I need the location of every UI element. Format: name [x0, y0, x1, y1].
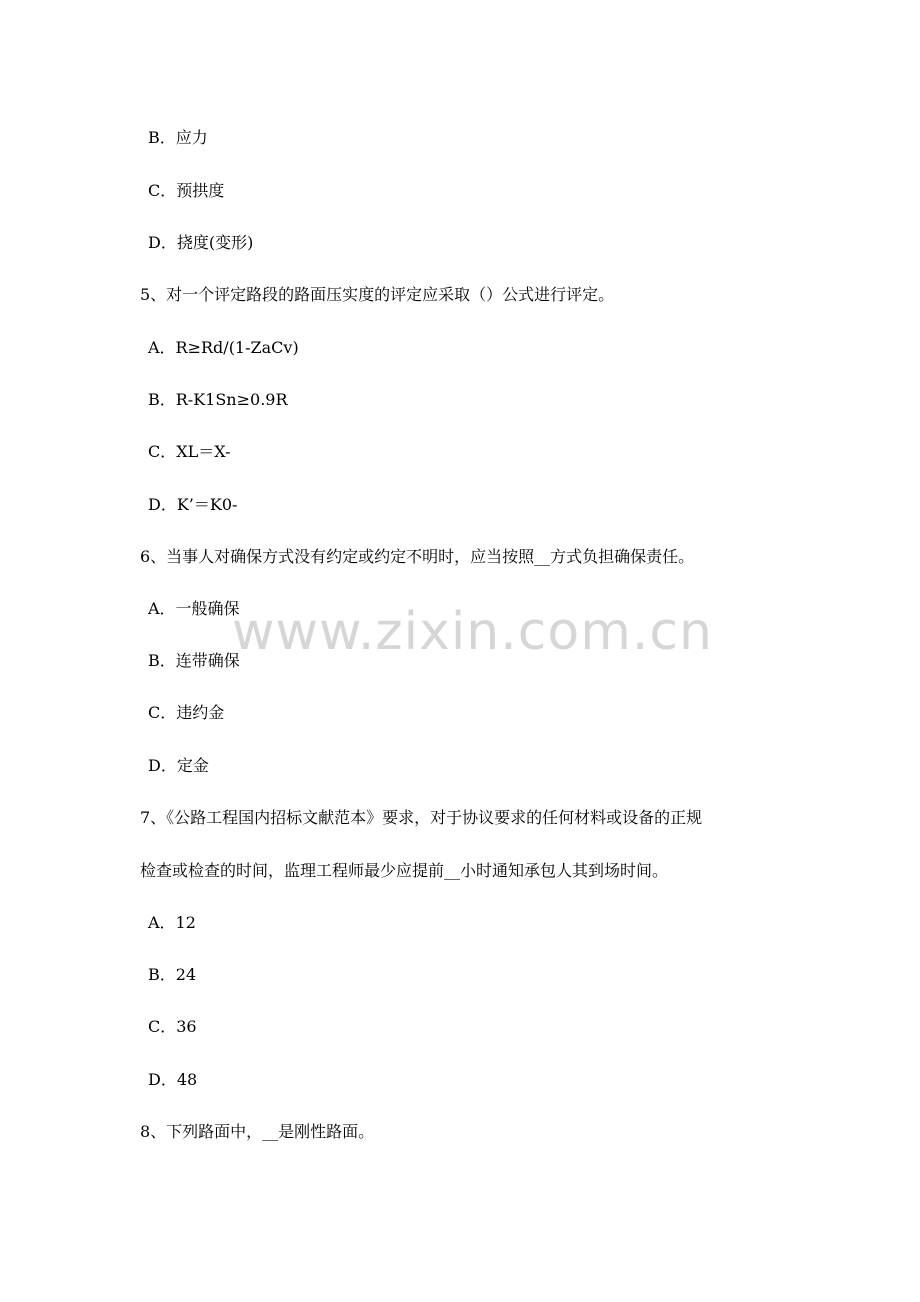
question-8: 8、下列路面中，__是刚性路面。 — [140, 1122, 375, 1141]
option-b-q4: B．应力 — [148, 128, 208, 147]
watermark: www.zixin.com.cn — [232, 602, 713, 662]
option-a-q5: A．R≥Rd/(1-ZaCv) — [148, 338, 299, 357]
option-a-q6: A．一般确保 — [148, 599, 240, 618]
question-6: 6、当事人对确保方式没有约定或约定不明时，应当按照__方式负担确保责任。 — [140, 547, 695, 566]
option-d-q5: D．K’＝K0- — [148, 495, 238, 514]
question-7: 7、《公路工程国内招标文献范本》要求，对于协议要求的任何材料或设备的正规 — [140, 808, 703, 827]
option-b-q7: B．24 — [148, 965, 197, 984]
option-b-q5: B．R-K1Sn≥0.9R — [148, 390, 288, 409]
option-c-q7: C．36 — [148, 1017, 197, 1036]
option-b-q6: B．连带确保 — [148, 651, 240, 670]
option-c-q4: C．预拱度 — [148, 181, 225, 200]
question-7-continued: 检查或检查的时间，监理工程师最少应提前__小时通知承包人其到场时间。 — [140, 861, 669, 880]
option-d-q4: D．挠度(变形) — [148, 233, 254, 252]
option-d-q7: D．48 — [148, 1070, 198, 1089]
option-a-q7: A．12 — [148, 913, 196, 932]
option-d-q6: D．定金 — [148, 756, 209, 775]
question-5: 5、对一个评定路段的路面压实度的评定应采取（）公式进行评定。 — [140, 285, 615, 304]
option-c-q5: C．XL＝X- — [148, 442, 231, 461]
option-c-q6: C．违约金 — [148, 703, 225, 722]
